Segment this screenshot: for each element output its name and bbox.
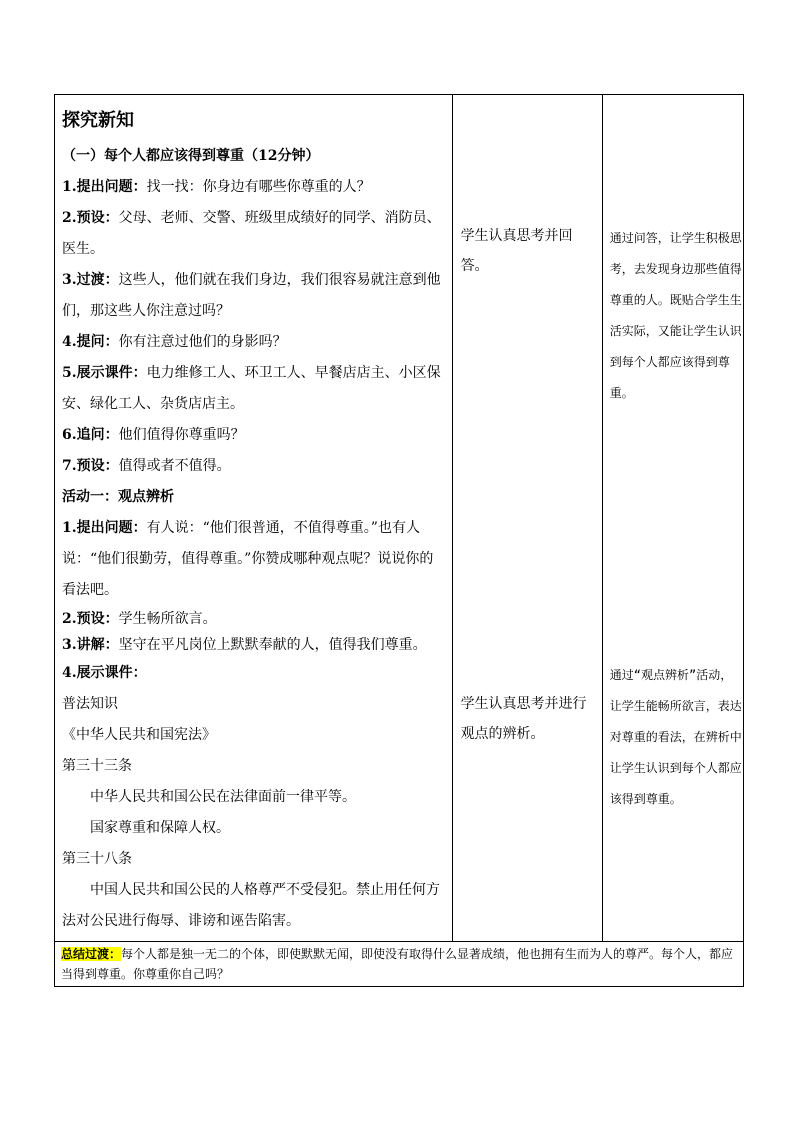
- student-activity-cell: [452, 95, 602, 942]
- article-33-title: 第三十三条: [62, 758, 132, 774]
- student-response-2: 学生认真思考并进行观点的辨析。: [460, 696, 587, 742]
- summary-label: 总结过渡：: [61, 947, 122, 961]
- item-5: [62, 358, 446, 420]
- item-label: 1.提出问题：: [62, 179, 147, 195]
- item-text: 找一找：你身边有哪些你尊重的人？: [146, 179, 371, 195]
- activity-item-2: [62, 606, 446, 632]
- item-1: [62, 172, 446, 203]
- article-38-para-1: 中国人民共和国公民的人格尊严不受侵犯。禁止用任何方法对公民进行侮辱、诽谤和诬告陷害。: [62, 882, 440, 929]
- article-33-para-2: 国家尊重和保障人权。: [90, 820, 230, 836]
- item-text: 值得或者不值得。: [118, 458, 231, 474]
- article-38-title: 第三十八条: [62, 851, 132, 867]
- summary-cell: [55, 942, 744, 987]
- item-text: 他们值得你尊重吗？: [118, 427, 245, 443]
- activity-item-3: [62, 632, 446, 658]
- item-2: [62, 203, 446, 265]
- item-label: 2.预设：: [62, 210, 119, 226]
- item-text: 学生畅所欲言。: [118, 611, 217, 627]
- law-heading: 普法知识: [62, 696, 118, 712]
- item-label: 4.展示课件：: [62, 665, 147, 681]
- summary-row: [55, 942, 744, 987]
- item-6: [62, 420, 446, 451]
- lesson-table: [54, 94, 744, 987]
- main-row: [55, 95, 744, 942]
- item-4: [62, 327, 446, 358]
- item-7: [62, 451, 446, 482]
- teacher-activity-cell: [55, 95, 453, 942]
- activity-heading: 活动一：观点辨析: [62, 489, 174, 505]
- item-text: 你有注意过他们的身影吗？: [118, 334, 287, 350]
- design-intent-1: 通过问答，让学生积极思考，去发现身边那些值得尊重的人。既贴合学生生活实际，又能让学生认识到每个人都应该得到尊重。: [609, 231, 742, 400]
- item-label: 7.预设：: [62, 458, 119, 474]
- item-text: 有人说：“他们很普通，不值得尊重。”也有人说：“他们很勤劳，值得尊重。”你赞成哪种观点呢？说说你的看法吧。: [62, 520, 434, 598]
- student-response-1: 学生认真思考并回答。: [460, 228, 573, 274]
- design-intent-2: 通过“观点辨析”活动，让学生能畅所欲言，表达对尊重的看法，在辨析中让学生认识到每个人都应该得到尊重。: [609, 668, 742, 806]
- item-3: [62, 265, 446, 327]
- item-label: 2.预设：: [62, 611, 119, 627]
- item-text: 坚守在平凡岗位上默默奉献的人，值得我们尊重。: [118, 637, 427, 653]
- item-text: 电力维修工人、环卫工人、早餐店店主、小区保安、绿化工人、杂货店店主。: [62, 365, 441, 412]
- summary-text: 每个人都是独一无二的个体，即使默默无闻，即使没有取得什么显著成绩，他也拥有生而为人的尊严。每个人，都应当得到尊重。你尊重你自己吗？: [61, 947, 734, 981]
- law-book: 《中华人民共和国宪法》: [62, 727, 216, 743]
- design-intent-cell: [602, 95, 743, 942]
- item-label: 3.讲解：: [62, 637, 119, 653]
- section-title: 探究新知: [62, 110, 134, 131]
- item-label: 6.追问：: [62, 427, 119, 443]
- item-label: 4.提问：: [62, 334, 119, 350]
- item-label: 1.提出问题：: [62, 520, 147, 536]
- section1-heading: （一）每个人都应该得到尊重（12分钟）: [62, 148, 320, 164]
- article-33-para-1: 中华人民共和国公民在法律面前一律平等。: [90, 789, 356, 805]
- item-text: 这些人，他们就在我们身边，我们很容易就注意到他们，那这些人你注意过吗？: [62, 272, 441, 319]
- item-text: 父母、老师、交警、班级里成绩好的同学、消防员、医生。: [62, 210, 441, 257]
- item-label: 3.过渡：: [62, 272, 119, 288]
- item-label: 5.展示课件：: [62, 365, 147, 381]
- activity-item-4: [62, 658, 446, 689]
- activity-item-1: [62, 513, 446, 606]
